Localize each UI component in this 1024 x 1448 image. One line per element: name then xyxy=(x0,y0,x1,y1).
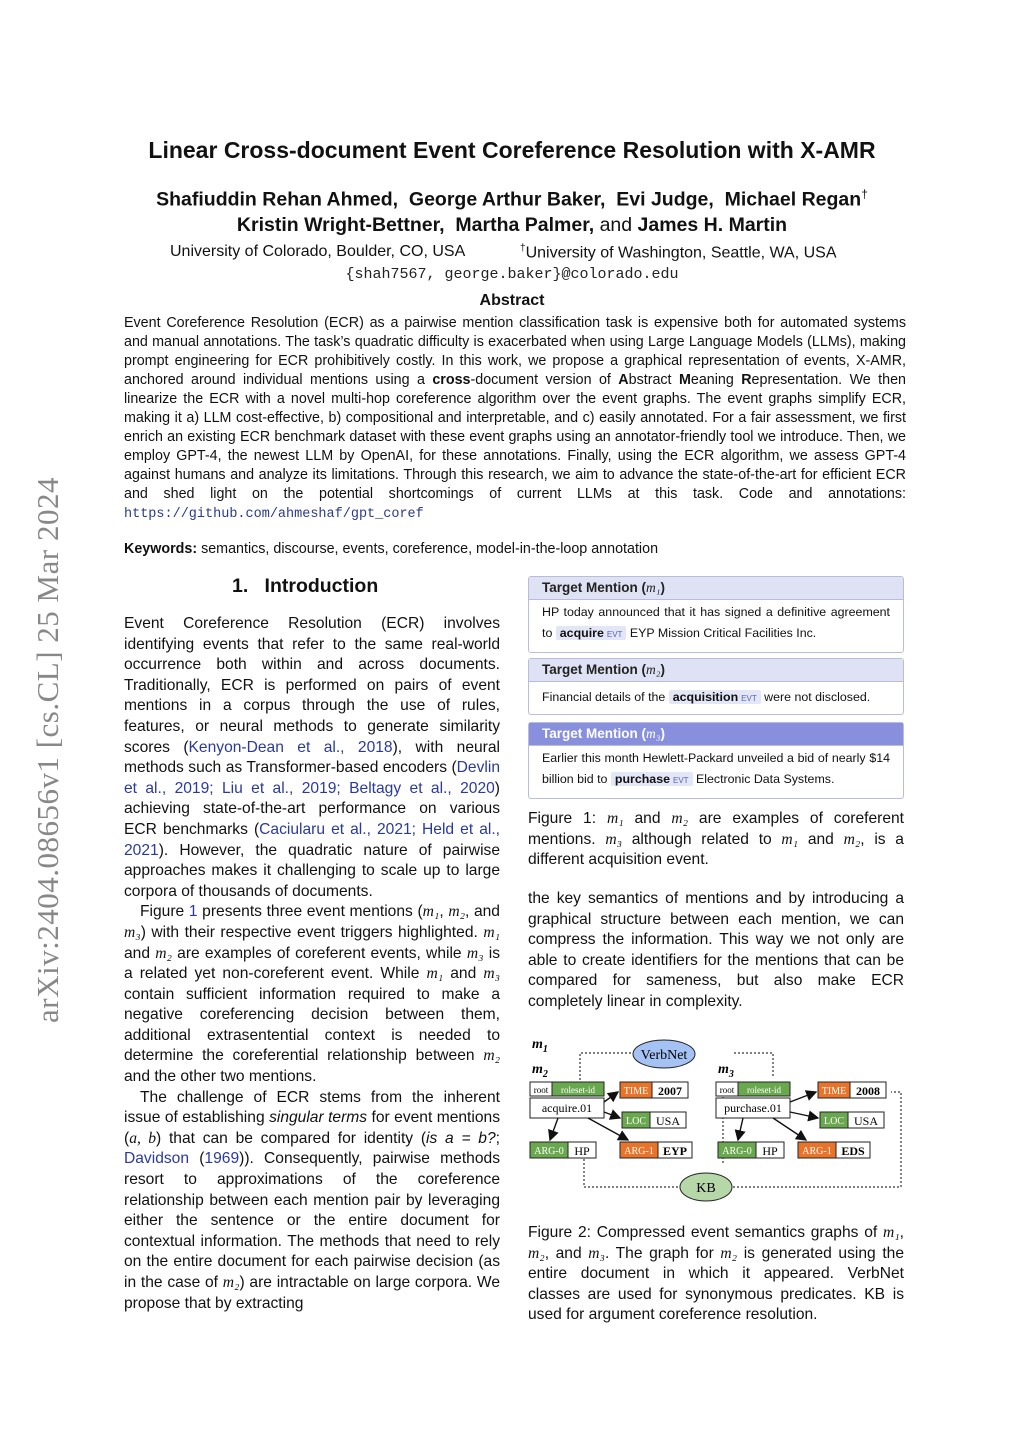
text: were not disclosed. xyxy=(760,690,871,704)
text: ), with neural methods such as Transformer-based encoders ( xyxy=(124,738,500,777)
mention-box-header xyxy=(529,659,903,682)
text: )). Consequently, pairwise methods resort to approximations of the coreference relationship between each mention pair by leveraging either the sentence or the entire document for contextual information. The methods that need to rely on the entire document for each pairwise decision (as in the case of xyxy=(124,1150,500,1291)
mention-letter: m xyxy=(532,1062,543,1077)
text: ). However, the quadratic nature of pairwise approaches makes it challenging to scale up to large corpora of thousands of documents. xyxy=(124,841,500,900)
edge-arrow xyxy=(604,1112,620,1118)
text: and the other two mentions. xyxy=(124,1068,317,1086)
citation-link[interactable]: Caciularu et al., 2021; Held et al., 2021 xyxy=(124,820,501,859)
text: ) are intractable on large corpora. We propose that by extracting xyxy=(124,1274,500,1312)
arg0-value: HP xyxy=(574,1144,590,1158)
math-var: m₂ xyxy=(222,1274,240,1291)
text: for event mentions ( xyxy=(124,1109,500,1147)
mention-subscript: 3 xyxy=(728,1069,734,1080)
author: James H. Martin xyxy=(637,214,788,236)
text: ) xyxy=(660,580,665,595)
text: is generated using the entire document in which it appeared. VerbNet classes are used for synonymous predicates. KB is used for argument coreference resolution. xyxy=(528,1244,904,1324)
math-var: m₁ xyxy=(882,1224,900,1241)
text: HP today announced that it has signed a definitive agreement to xyxy=(542,605,890,640)
math-var: m₃ xyxy=(605,830,623,848)
trigger-word: acquire xyxy=(559,626,604,640)
arg0-value: HP xyxy=(762,1144,778,1158)
author: Shafiuddin Rehan Ahmed, xyxy=(156,188,399,211)
text: , and xyxy=(465,903,500,921)
author: Evi Judge, xyxy=(616,188,714,211)
text: , xyxy=(899,1224,904,1241)
paragraph xyxy=(124,1088,500,1315)
time-label: TIME xyxy=(821,1086,847,1097)
keywords-label: Keywords: xyxy=(124,541,198,557)
math-var: m₃ xyxy=(483,965,500,983)
text: and xyxy=(798,830,844,848)
evt-tag: EVT xyxy=(606,630,623,639)
arxiv-identifier-text: arXiv:2404.08656v1 [cs.CL] 25 Mar 2024 xyxy=(30,477,65,1023)
paper-title: Linear Cross-document Event Coreference Resolution with X-AMR xyxy=(148,137,876,163)
figure2-caption xyxy=(528,1223,904,1326)
text: , xyxy=(439,903,449,921)
abstract-text: M xyxy=(678,372,691,388)
text: , and xyxy=(544,1244,589,1262)
time-value: 2008 xyxy=(856,1084,880,1098)
math-var: m₂ xyxy=(448,903,465,921)
text: are examples of coreferent events, while xyxy=(171,944,467,962)
mention-box-header xyxy=(529,723,903,746)
arg1-value: EYP xyxy=(663,1144,687,1158)
mention-subscript: 1 xyxy=(542,1044,548,1055)
abstract-text: eaning xyxy=(690,372,742,388)
mention-label-m1 xyxy=(532,1037,548,1055)
text: Target Mention ( xyxy=(542,726,646,741)
loc-value: USA xyxy=(853,1114,879,1128)
affiliation-mark: † xyxy=(861,187,868,201)
text: ) with their respective event triggers highlighted. xyxy=(140,923,484,941)
abstract-text: -document version of xyxy=(470,372,619,388)
edge-arrow xyxy=(790,1112,818,1118)
abstract-heading: Abstract xyxy=(479,292,545,309)
mention-box-body xyxy=(529,682,903,713)
keywords-text: semantics, discourse, events, coreference, model-in-the-loop annotation xyxy=(197,541,659,557)
author: Michael Regan xyxy=(724,188,862,211)
trigger-word: purchase xyxy=(614,772,670,786)
mention-box-body xyxy=(529,600,903,649)
mention-subscript: 2 xyxy=(542,1069,548,1080)
paragraph xyxy=(124,902,500,1087)
text: . The graph for xyxy=(604,1244,721,1262)
text: Event Coreference Resolution (ECR) involves identifying events that refer to the same real-world occurrence both within and across documents. Traditionally, ECR is performed on pairs of event mentions in a corpus through the use of rules, features, or neural methods to generate similarity scores ( xyxy=(124,615,500,756)
section-heading xyxy=(232,575,378,598)
mention-letter: m xyxy=(532,1037,543,1052)
figure1-caption xyxy=(528,809,904,871)
text: ) achieving state-of-the-art performance on various ECR benchmarks ( xyxy=(124,779,500,838)
author-email: {shah7567, george.baker}@colorado.edu xyxy=(345,266,679,283)
math-var: m₁ xyxy=(781,830,799,848)
edge-arrow xyxy=(550,1118,558,1140)
connector-line xyxy=(584,1155,680,1187)
intro-left-column xyxy=(124,614,500,1314)
loc-label: LOC xyxy=(824,1116,844,1127)
affiliation-left: University of Colorado, Boulder, CO, USA xyxy=(170,243,466,260)
arg0-label: ARG-0 xyxy=(722,1146,752,1157)
abstract-text: A xyxy=(618,372,629,388)
citation-link[interactable]: Davidson xyxy=(124,1150,190,1168)
mention-label-m2 xyxy=(532,1062,548,1080)
predicate-label: purchase.01 xyxy=(724,1101,782,1115)
abstract-text: cross xyxy=(432,372,471,388)
math-var: m₂ xyxy=(155,944,172,962)
text: although related to xyxy=(622,830,782,848)
citation-link[interactable]: Devlin et al., 2019; Liu et al., 2019; Beltagy et al., 2020 xyxy=(124,759,500,797)
mention-box-m1 xyxy=(528,576,904,653)
text: Earlier this month Hewlett-Packard unveiled a bid of nearly $14 billion bid to xyxy=(542,751,890,786)
text: Financial details of the xyxy=(542,690,669,704)
citation-link[interactable]: Kenyon-Dean et al., 2018 xyxy=(188,738,393,756)
right-column-text: the key semantics of mentions and by introducing a graphical structure between each mention, we can compress the information. This way we not only are able to create identifiers for the mentions that can be compared for sameness, but also make ECR completely linear in complexity. xyxy=(528,890,904,1010)
graph-right xyxy=(716,1082,886,1158)
verbnet-label: VerbNet xyxy=(640,1048,688,1063)
section-number: 1. xyxy=(232,575,249,597)
edge-arrow xyxy=(604,1092,618,1102)
arg1-label: ARG-1 xyxy=(624,1146,654,1157)
connector-line xyxy=(580,1053,632,1080)
time-value: 2007 xyxy=(658,1084,682,1098)
text: EYP Mission Critical Facilities Inc. xyxy=(626,626,817,640)
roleset-label: roleset-id xyxy=(561,1085,595,1095)
text: ; xyxy=(495,1129,501,1147)
text: ) xyxy=(660,662,665,677)
text: and xyxy=(443,965,484,983)
text: and xyxy=(623,810,672,827)
text: Target Mention ( xyxy=(542,580,646,595)
author-line-2 xyxy=(0,214,1024,237)
text: is a = b? xyxy=(426,1129,496,1147)
paragraph xyxy=(124,614,500,902)
mention-label-m3 xyxy=(718,1062,734,1080)
evt-tag: EVT xyxy=(741,694,757,703)
event-trigger xyxy=(669,690,761,704)
author-line-1 xyxy=(0,187,1024,212)
abstract-text: bstract xyxy=(628,372,679,388)
text: and xyxy=(124,944,156,962)
math-var: m₂ xyxy=(483,1047,500,1065)
graph-left xyxy=(530,1082,692,1158)
author: Martha Palmer, xyxy=(455,214,595,236)
event-graph-figure xyxy=(528,1030,908,1205)
math-var: m₂ xyxy=(671,810,689,827)
root-label: root xyxy=(719,1085,735,1095)
author: George Arthur Baker, xyxy=(408,188,606,211)
math-var: m₃ xyxy=(124,923,141,941)
text: Electronic Data Systems. xyxy=(692,772,835,786)
arg1-label: ARG-1 xyxy=(802,1146,832,1157)
affiliation-right-text: University of Washington, Seattle, WA, USA xyxy=(525,244,837,262)
arg1-value: EDS xyxy=(841,1144,865,1158)
math-var: m₂ xyxy=(528,1244,545,1262)
mention-letter: m xyxy=(718,1062,729,1077)
evt-tag: EVT xyxy=(672,776,689,785)
text: contain sufficient information required to make a negative coreferencing decision between them, additional extrasentential context is needed to determine the coreferential relationship between xyxy=(124,985,500,1065)
text: The challenge of ECR stems from the inherent issue of establishing xyxy=(124,1088,500,1127)
code-link[interactable]: https://github.com/ahmeshaf/gpt_coref xyxy=(124,507,424,522)
math-var: m₂ xyxy=(720,1244,738,1262)
text: Figure 2: Compressed event semantics graphs of xyxy=(528,1224,883,1241)
math-var: m₂ xyxy=(646,662,661,677)
author-conjunction: and xyxy=(599,214,633,236)
text: , is a different acquisition event. xyxy=(528,830,904,869)
edge-arrow xyxy=(790,1092,816,1102)
text: ( xyxy=(189,1150,205,1168)
arxiv-identifier xyxy=(18,445,78,1055)
roleset-label: roleset-id xyxy=(747,1085,781,1095)
text: Figure xyxy=(140,903,189,921)
author: Kristin Wright-Bettner, xyxy=(236,214,445,236)
mention-box-header xyxy=(529,577,903,600)
predicate-label: acquire.01 xyxy=(541,1101,593,1115)
abstract-text: Event Coreference Resolution (ECR) as a pairwise mention classification task is expensive both for automated systems and manual annotations. The task’s quadratic difficulty is exacerbated when using Large Language Models (LLMs), making prompt engineering for ECR prohibitively costly. In this work, we propose a graphical representation of events, X-AMR, anchored around individual mentions using a xyxy=(124,315,906,388)
math-var: m₁ xyxy=(646,580,661,595)
math-var: m₁ xyxy=(606,810,624,827)
kb-label: KB xyxy=(696,1181,716,1196)
mention-box-m2 xyxy=(528,658,904,715)
keywords xyxy=(124,541,658,557)
event-trigger xyxy=(611,772,693,786)
edge-arrow xyxy=(773,1118,806,1140)
text: Figure 1: xyxy=(528,810,607,827)
text: Target Mention ( xyxy=(542,662,646,677)
connector-line xyxy=(734,1053,773,1078)
abstract-text: R xyxy=(741,372,752,388)
text: ) that can be compared for identity ( xyxy=(156,1129,427,1147)
math-var: m₁ xyxy=(483,923,500,941)
abstract-text: epresentation. We then linearize the ECR with a novel multi-hop coreference algorithm over the event graphs. The event graphs simplify ECR, making it a) LLM cost-effective, b) compositional and interpretable, and c) easily annotated. For a fair assessment, we first enrich an existing ECR benchmark dataset with these event graphs using an annotator-friendly tool we introduce. Then, we employ GPT-4, the newest LLM by OpenAI, for these annotations. Finally, using the ECR algorithm, we assess GPT-4 against humans and analyze its limitations. Through this research, we aim to advance the state-of-the-art for efficient ECR and shed light on the potential shortcomings of current LLMs at this task. Code and annotations: xyxy=(124,372,906,502)
mention-box-body xyxy=(529,746,903,795)
text: presents three event mentions ( xyxy=(197,903,423,921)
math-var: m₂ xyxy=(843,830,861,848)
time-label: TIME xyxy=(623,1086,649,1097)
citation-link[interactable]: 1969 xyxy=(204,1150,240,1168)
abstract-body xyxy=(124,314,906,524)
math-var: a, b xyxy=(129,1129,157,1147)
math-var: m₃ xyxy=(466,944,484,962)
figure-link[interactable]: 1 xyxy=(188,903,198,921)
math-var: m₁ xyxy=(426,965,444,983)
text: are examples of coreferent mentions. xyxy=(528,810,905,848)
event-trigger xyxy=(556,626,627,640)
section-title: Introduction xyxy=(264,575,379,597)
text: ) xyxy=(660,726,665,741)
root-label: root xyxy=(533,1085,549,1095)
affiliation-right xyxy=(520,243,837,262)
text: is a related yet non-coreferent event. While xyxy=(124,944,501,983)
loc-label: LOC xyxy=(626,1116,646,1127)
math-var: m₁ xyxy=(422,903,440,921)
arg0-label: ARG-0 xyxy=(534,1146,564,1157)
math-var: m₃ xyxy=(588,1244,605,1262)
trigger-word: acquisition xyxy=(672,690,739,704)
math-var: m₃ xyxy=(646,726,661,741)
loc-value: USA xyxy=(655,1114,681,1128)
edge-arrow xyxy=(738,1118,743,1140)
affiliation-mark: † xyxy=(520,243,526,254)
mention-box-m3 xyxy=(528,722,904,799)
text: singular terms xyxy=(269,1109,368,1127)
